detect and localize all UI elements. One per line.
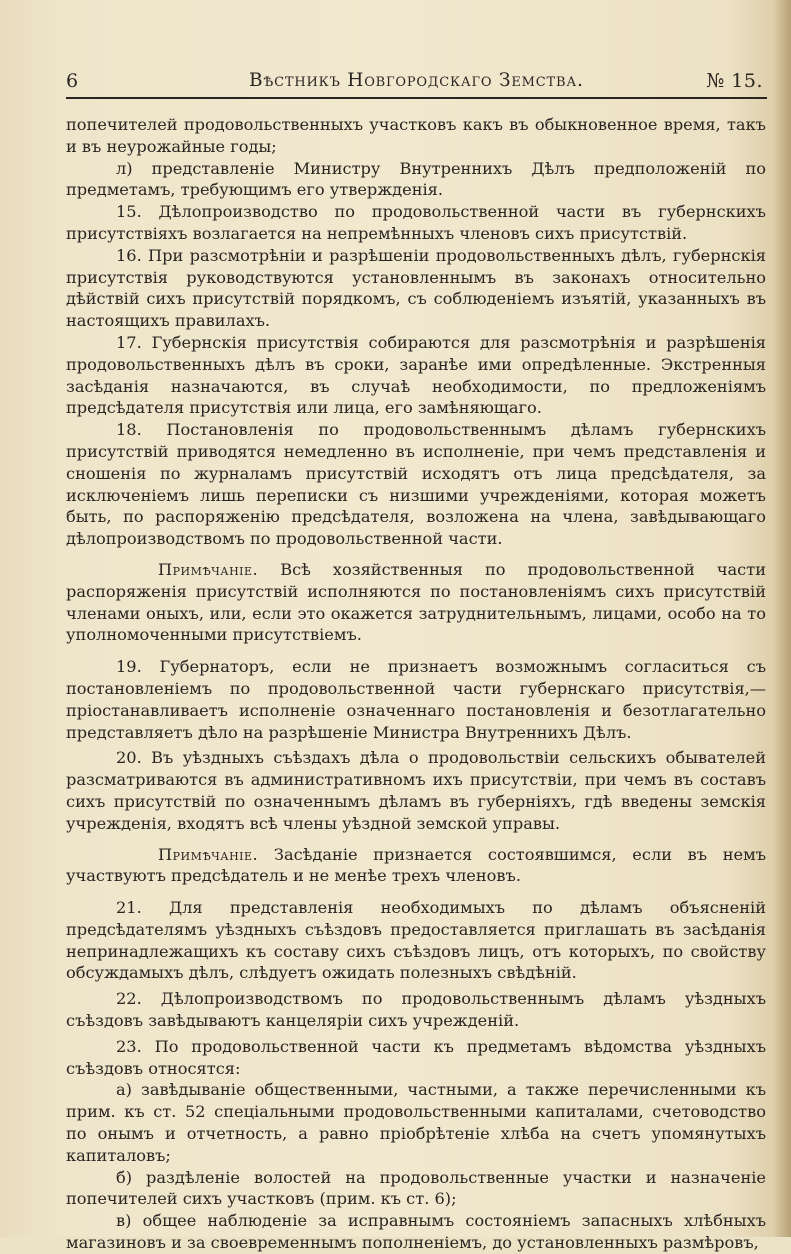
paragraph: л) представленіе Министру Внутреннихъ Дѣлъ предположеній по предметамъ, требующимъ его утвержденія.: [66, 158, 766, 200]
paragraph: 18. Постановленія по продовольственнымъ дѣламъ губернскихъ присутствій приводятся немедленно въ исполненіе, при чемъ представленія и сношенія по журналамъ присутствій исходятъ отъ лица предсѣдателя, за исключеніемъ лишь переписки съ низшими учрежденіями, которая можетъ быть, по распоряженію предсѣдателя, возложена на члена, завѣдывающаго дѣлопроизводствомъ по продовольственной части.: [66, 420, 766, 549]
page-edge-shadow: [773, 0, 791, 1237]
page-number: 6: [66, 70, 79, 92]
note-text: Всѣ хозяйственныя по продовольственной части распоряженія присутствій исполняются по постановленіямъ сихъ присутствій членами оныхъ, или, если это окажется затруднительнымъ, лицами, особо на то уполномоченными присутствіемъ.: [66, 559, 766, 645]
note-label: Примѣчаніе.: [158, 844, 259, 864]
running-header: [66, 66, 767, 96]
paragraph: 16. При разсмотрѣніи и разрѣшеніи продовольственныхъ дѣлъ, губернскія присутствія руководствуются установленнымъ въ законахъ относительно дѣйствій сихъ присутствій порядкомъ, съ соблюденіемъ изъятій, указанныхъ въ настоящихъ правилахъ.: [66, 245, 766, 331]
paragraph: 22. Дѣлопроизводствомъ по продовольственнымъ дѣламъ уѣздныхъ съѣздовъ завѣдываютъ канцеляріи сихъ учрежденій.: [66, 989, 766, 1031]
paragraph: 19. Губернаторъ, если не признаетъ возможнымъ согласиться съ постановленіемъ по продовольственной части губернскаго присутствія,—пріостанавливаетъ исполненіе означеннаго постановленія и безотлагательно представляетъ дѣло на разрѣшеніе Министра Внутреннихъ Дѣлъ.: [66, 657, 766, 742]
paragraph: попечителей продовольственныхъ участковъ какъ въ обыкновенное время, такъ и въ неурожайные годы;: [66, 115, 766, 156]
page-body: [66, 114, 766, 1254]
note-text: Засѣданіе признается состоявшимся, если въ немъ участвуютъ предсѣдатель и не менѣе трехъ членовъ.: [66, 844, 766, 886]
paragraph: 17. Губернскія присутствія собираются для разсмотрѣнія и разрѣшенія продовольственныхъ дѣлъ въ сроки, заранѣе ими опредѣленные. Экстренныя засѣданія назначаются, въ случаѣ необходимости, по предложеніямъ предсѣдателя присутствія или лица, его замѣняющаго.: [66, 332, 766, 418]
paragraph: 21. Для представленія необходимыхъ по дѣламъ объясненій предсѣдателямъ уѣздныхъ съѣздовъ предоставляется приглашать въ засѣданія непринадлежащихъ къ составу сихъ съѣздовъ лицъ, отъ которыхъ, по свойству обсуждамыхъ дѣлъ, слѣдуетъ ожидать полезныхъ свѣдѣній.: [66, 898, 766, 983]
paragraph: 20. Въ уѣздныхъ съѣздахъ дѣла о продовольствіи сельскихъ обывателей разсматриваются въ административномъ ихъ присутствіи, при чемъ въ составъ сихъ присутствій по означеннымъ дѣламъ въ губерніяхъ, гдѣ введены земскія учрежденія, входятъ всѣ члены уѣздной земской управы.: [66, 748, 766, 833]
note-label: Примѣчаніе.: [158, 559, 259, 579]
paragraph: 15. Дѣлопроизводство по продовольственной части въ губернскихъ присутствіяхъ возлагается на непремѣнныхъ членовъ сихъ присутствій.: [66, 202, 766, 243]
journal-title: Вѣстникъ Новгородскаго Земства.: [249, 70, 584, 91]
header-rule: [66, 97, 767, 99]
paragraph: а) завѣдываніе общественными, частными, а также перечисленными къ прим. къ ст. 52 спеціальными продовольственными капиталами, счетоводство по онымъ и отчетность, а равно пріобрѣтеніе хлѣба на счетъ упомянутыхъ капиталовъ;: [66, 1080, 766, 1165]
note: [66, 559, 766, 646]
paragraph: в) общее наблюденіе за исправнымъ состояніемъ запасныхъ хлѣбныхъ магазиновъ и за своевременнымъ пополненіемъ, до установленныхъ размѣровъ,: [66, 1211, 766, 1253]
paragraph: 23. По продовольственной части къ предметамъ вѣдомства уѣздныхъ съѣздовъ относятся:: [66, 1036, 766, 1078]
paragraph: б) раздѣленіе волостей на продовольственные участки и назначеніе попечителей сихъ участковъ (прим. къ ст. 6);: [66, 1167, 766, 1209]
issue-number: № 15.: [706, 70, 763, 92]
note: [66, 844, 766, 888]
